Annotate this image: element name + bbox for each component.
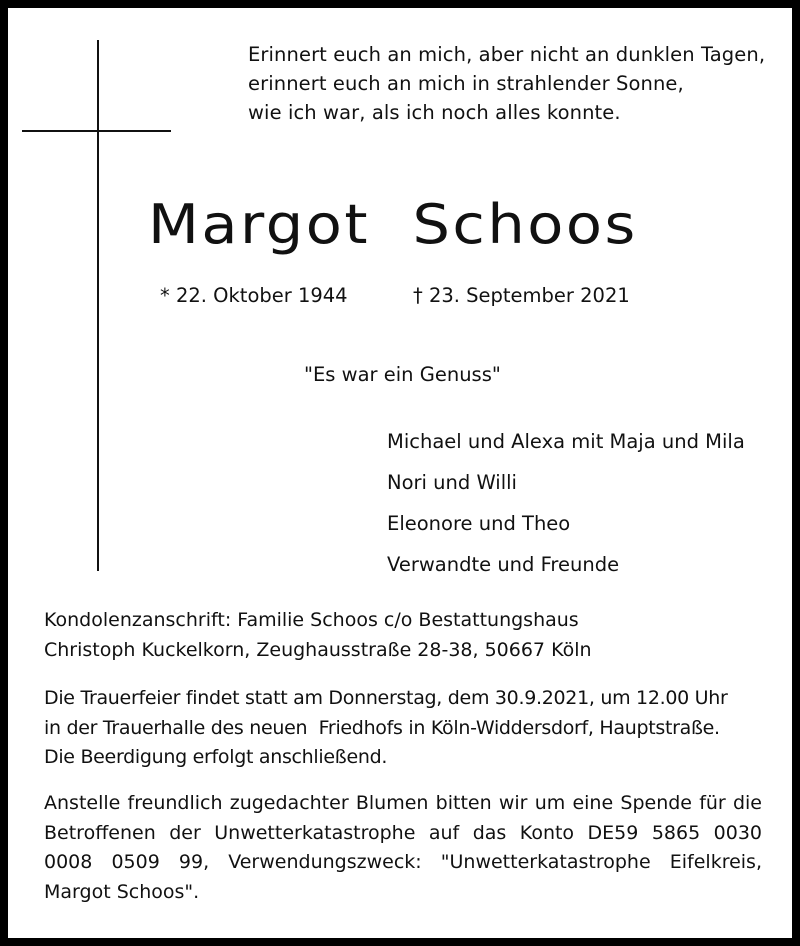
donation-line: Betroffenen der Unwetterkatastrophe auf das Konto DE59 5865 0030: [44, 821, 762, 844]
donation-line: 0008 0509 99, Verwendungszweck: "Unwetterkatastrophe Eifelkreis,: [44, 851, 762, 873]
mourner-line: Eleonore und Theo: [387, 512, 571, 535]
condolence-address: [44, 606, 762, 665]
funeral-line: Die Trauerfeier findet statt am Donnerstag, dem 30.9.2021, um 12.00 Uhr: [44, 687, 728, 709]
death-date: † 23. September 2021: [413, 284, 630, 307]
mourners-list: [387, 421, 745, 585]
condolence-line: Christoph Kuckelkorn, Zeughausstraße 28-38, 50667 Köln: [44, 638, 592, 661]
poem: [248, 40, 765, 127]
donation-notice: [44, 789, 762, 907]
funeral-line: Die Beerdigung erfolgt anschließend.: [44, 746, 388, 768]
poem-line: Erinnert euch an mich, aber nicht an dunklen Tagen,: [248, 43, 766, 66]
donation-line: Anstelle freundlich zugedachter Blumen bitten wir um eine Spende für die: [44, 792, 762, 814]
mourner-line: Michael und Alexa mit Maja und Mila: [387, 430, 745, 453]
poem-line: erinnert euch an mich in strahlender Sonne,: [248, 72, 684, 95]
condolence-line: Kondolenzanschrift: Familie Schoos c/o Bestattungshaus: [44, 609, 579, 631]
motto: "Es war ein Genuss": [304, 363, 501, 386]
cross-vertical-bar: [97, 40, 99, 571]
birth-date: * 22. Oktober 1944: [160, 284, 348, 307]
poem-line: wie ich war, als ich noch alles konnte.: [248, 101, 621, 124]
donation-line: Margot Schoos".: [44, 880, 200, 903]
cross-horizontal-bar: [22, 130, 171, 132]
mourner-line: Verwandte und Freunde: [387, 553, 620, 576]
mourner-line: Nori und Willi: [387, 471, 517, 494]
funeral-notice: [44, 684, 762, 773]
deceased-name: Margot Schoos: [148, 192, 638, 257]
obituary-card: [8, 8, 792, 938]
funeral-line: in der Trauerhalle des neuen Friedhofs in Köln-Widdersdorf, Hauptstraße.: [44, 716, 720, 739]
